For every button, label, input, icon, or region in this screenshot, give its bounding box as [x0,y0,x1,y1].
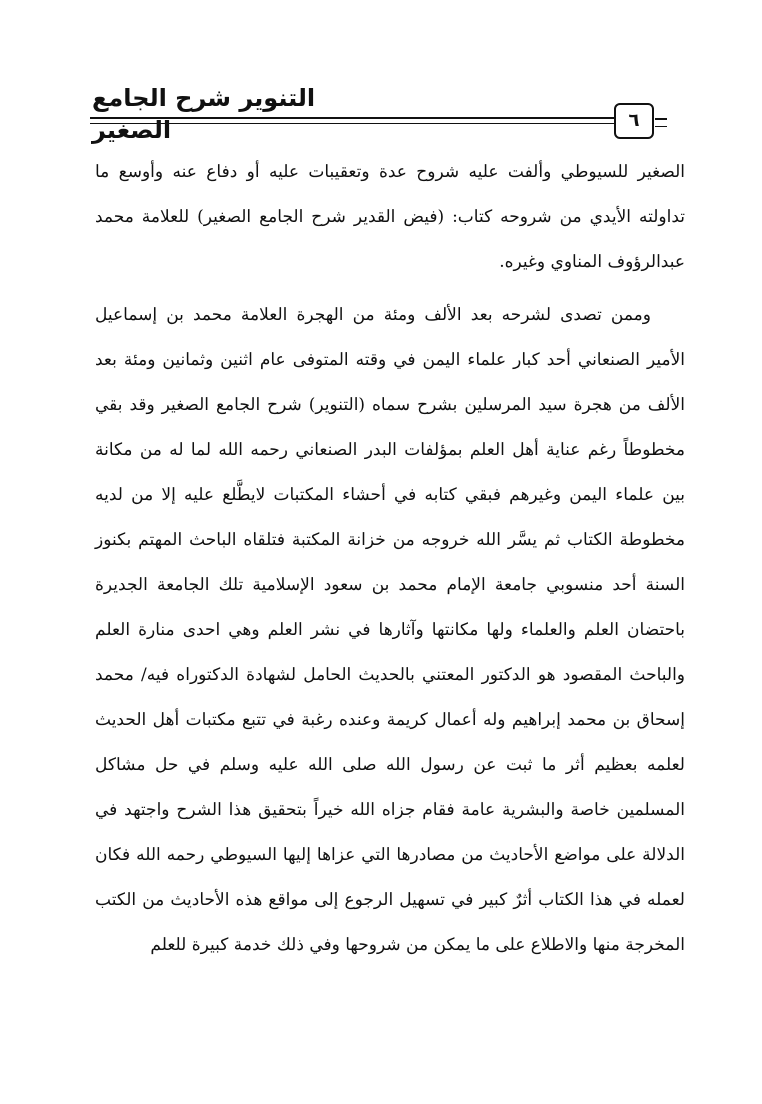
page-number: ٦ [614,103,654,139]
header-rule-thin [90,123,614,124]
header-rule-tail [655,118,667,127]
header-rule-thick [90,117,614,119]
paragraph-1: الصغير للسيوطي وألفت عليه شروح عدة وتعقيبات عليه أو دفاع عنه وأوسع ما تداولته الأيدي من شروحه كتاب: (فيض القدير شرح الجامع الصغير) للعلامة محمد عبدالرؤوف المناوي وغيره. [95,162,685,272]
running-header-title: التنوير شرح الجامع الصغير [92,84,316,144]
body-text [95,150,685,968]
paragraph-2: وممن تصدى لشرحه بعد الألف ومئة من الهجرة العلامة محمد بن إسماعيل الأمير الصنعاني أحد كبار علماء اليمن في وقته المتوفى عام اثنين وثمانين ومئة بعد الألف من هجرة سيد المرسلين بشرح سماه (التنوير) شرح الجامع الصغير وقد بقي مخطوطاً رغم عناية أهل العلم بمؤلفات البدر الصنعاني رحمه الله لما له من مكانة بين علماء اليمن وغيرهم فبقي كتابه في أحشاء المكتبات لايطَّلع عليه إلا من لديه مخطوطة الكتاب ثم يسَّر الله خروجه من خزانة المكتبة فتلقاه الباحث المهتم بكنوز السنة أحد منسوبي جامعة الإمام محمد بن سعود الإسلامية تلك الجامعة الجديرة باحتضان العلم والعلماء ولها مكانتها وآثارها في نشر العلم وهي احدى منارة العلم والباحث المقصود هو الدكتور المعتني بالحديث الحامل لشهادة الدكتوراه فيه/ محمد إسحاق بن محمد إبراهيم وله أعمال كريمة وعنده رغبة في تتبع مكتبات أهل الحديث لعلمه بعظيم أثر ما ثبت عن رسول الله صلى الله عليه وسلم في حل مشاكل المسلمين خاصة والبشرية عامة فقام جزاه الله خيراً بتحقيق هذا الشرح واجتهد في الدلالة على مواضع الأحاديث من مصادرها التي عزاها إليها السيوطي رحمه الله فكان لعمله في هذا الكتاب أثرٌ كبير في تسهيل الرجوع إلى مواقع هذه الأحاديث من الكتب المخرجة منها والاطلاع على ما يمكن من شروحها وفي ذلك خدمة كبيرة للعلم [95,305,685,955]
